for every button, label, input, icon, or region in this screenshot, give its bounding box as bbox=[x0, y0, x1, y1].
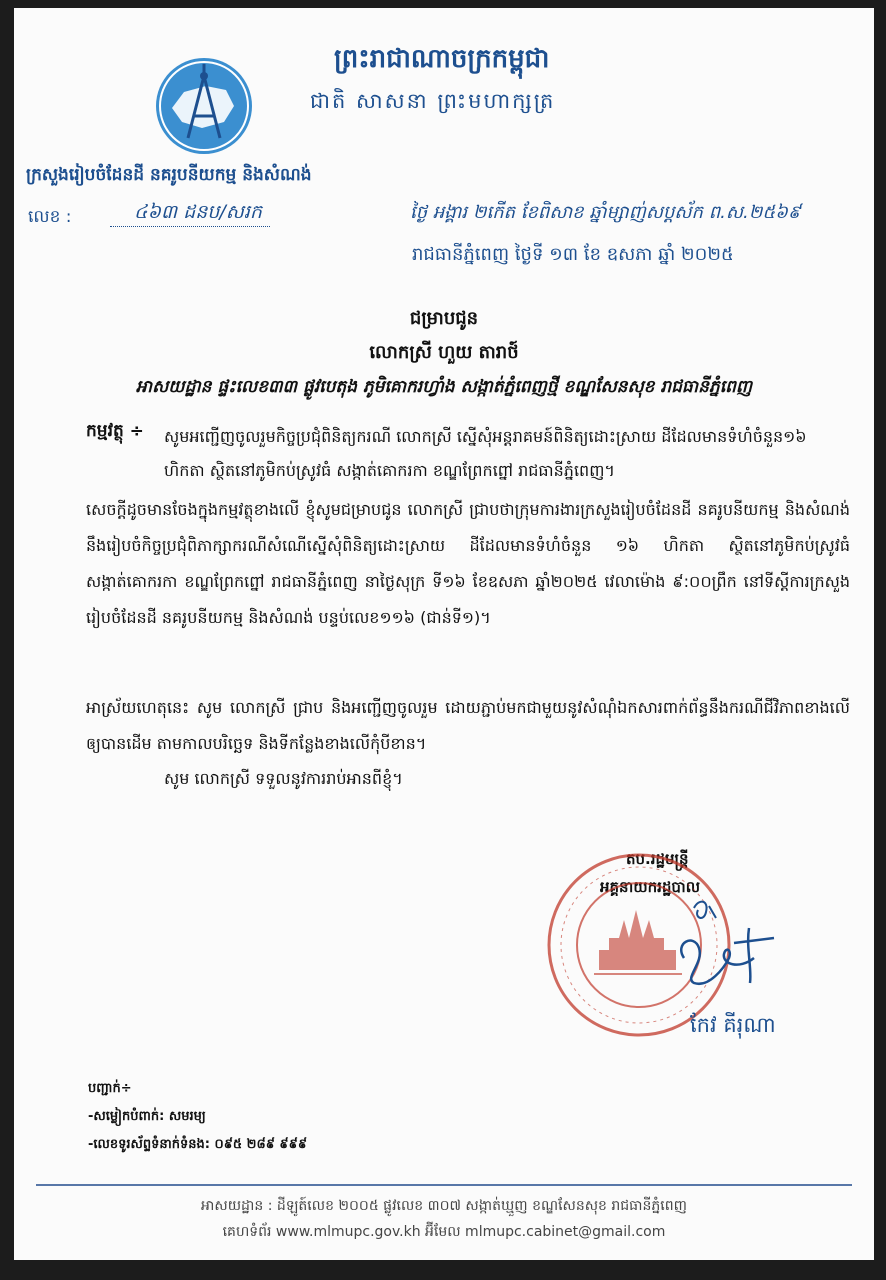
body-paragraph-2: អាស្រ័យហេតុនេះ សូម លោកស្រី ជ្រាប និងអញ្ជើញចូលរួម ដោយភ្ជាប់មកជាមួយនូវសំណុំឯកសារពាក់ព័ន្ធនឹងករណីជីវិភាពខាងលើឲ្យបានដើម តាមកាលបរិច្ឆេទ និងទីកន្លែងខាងលើកុំបីខាន។ bbox=[86, 698, 850, 753]
closing-line: សូម លោកស្រី ទទួលនូវការរាប់អានពីខ្ញុំ។ bbox=[164, 769, 403, 788]
kingdom-heading: ព្រះរាជាណាចក្រកម្ពុជា bbox=[334, 44, 550, 74]
recipient-name: លោកស្រី ហួយ តារាថ៍ bbox=[369, 342, 519, 363]
national-motto: ជាតិ សាសនា ព្រះមហាក្សត្រ bbox=[310, 89, 556, 113]
ministry-name: ក្រសួងរៀបចំដែនដី នគរូបនីយកម្ម និងសំណង់ bbox=[26, 165, 312, 185]
reference-number: ៤៦៣ ដនប/សរក bbox=[134, 201, 262, 223]
subject-text: សូមអញ្ជើញចូលរួមកិច្ចប្រជុំពិនិត្យករណី លោកស្រី ស្នើសុំអន្តរាគមន៍ពិនិត្យដោះស្រាយ ដីដែលមានទំហំចំនួន១៦ ហិកតា ស្ថិតនៅភូមិកប់ស្រូវធំ សង្កាត់គោករកា ខណ្ឌព្រែកព្នៅ រាជធានីភ្នំពេញ។ bbox=[164, 427, 807, 480]
body-paragraph-1: សេចក្តីដូចមានចែងក្នុងកម្មវត្ថុខាងលើ ខ្ញុំសូមជម្រាបជូន លោកស្រី ជ្រាបថាក្រុមការងារក្រសួងរៀបចំដែនដី នគរូបនីយកម្ម និងសំណង់ នឹងរៀបចំកិច្ចប្រជុំពិភាក្សាករណីសំណើស្នើសុំពិនិត្យដោះស្រាយ ដីដែលមានទំហំចំនួន ១៦ ហិកតា ស្ថិតនៅភូមិកប់ស្រូវធំ សង្កាត់គោករកា ខណ្ឌព្រែកព្នៅ រាជធានីភ្នំពេញ នាថ្ងៃសុក្រ ទី១៦ ខែឧសភា ឆ្នាំ២០២៥ វេលាម៉ោង ៩:០០ព្រឹក នៅទីស្តីការក្រសួងរៀបចំដែនដី នគរូបនីយកម្ម និងសំណង់ បន្ទប់លេខ១១៦ (ជាន់ទី១)។ bbox=[86, 500, 850, 627]
note-label: បញ្ជាក់÷ bbox=[88, 1081, 132, 1096]
signature-title: តប.រដ្ឋមន្ត្រី bbox=[626, 850, 689, 868]
to-label: ជម្រាបជូន bbox=[409, 308, 479, 329]
ministry-logo bbox=[154, 56, 254, 156]
note-dress-code: -សម្លៀកបំពាក់: សមរម្យ bbox=[88, 1109, 206, 1124]
letter-page bbox=[14, 8, 874, 1260]
lunar-date: ថ្ងៃ អង្គារ ២កើត ខែពិសាខ ឆ្នាំម្សាញ់សប្តស័ក ព.ស.២៥៦៩ bbox=[410, 202, 801, 223]
city-date: រាជធានីភ្នំពេញ ថ្ងៃទី ១៣ ខែ ឧសភា ឆ្នាំ ២០២៥ bbox=[412, 244, 734, 265]
recipient-address: អាសយដ្ឋាន ផ្ទះលេខ៣៣ ផ្លូវបេតុង ភូមិគោករហ្វាំង សង្កាត់ភ្នំពេញថ្មី ខណ្ឌសែនសុខ រាជធានីភ្នំពេញ bbox=[135, 377, 753, 397]
footer-divider bbox=[36, 1184, 852, 1186]
footer-address: អាសយដ្ឋាន : ដីឡូត៍លេខ ២០០៥ ផ្លូវលេខ ៣០៧ សង្កាត់ឃ្មួញ ខណ្ឌសែនសុខ រាជធានីភ្នំពេញ bbox=[201, 1198, 687, 1214]
note-phone: -លេខទូរស័ព្ទទំនាក់ទំនង: ០៩៥ ២៨៩ ៩៩៩ bbox=[88, 1137, 308, 1152]
handwritten-signature bbox=[654, 888, 794, 1008]
signature-subtitle: អគ្គនាយករដ្ឋបាល bbox=[600, 878, 700, 896]
signer-name: កែវ គីរុណា bbox=[690, 1013, 776, 1037]
reference-underline bbox=[110, 226, 270, 227]
reference-label: លេខ : bbox=[28, 207, 72, 227]
subject-label: កម្មវត្ថុ ÷ bbox=[86, 421, 144, 441]
bottom-bar bbox=[0, 1260, 886, 1280]
footer-contact: គេហទំព័រ www.mlmupc.gov.kh អ៊ីមែល mlmupc.cabinet@gmail.com bbox=[222, 1224, 666, 1240]
